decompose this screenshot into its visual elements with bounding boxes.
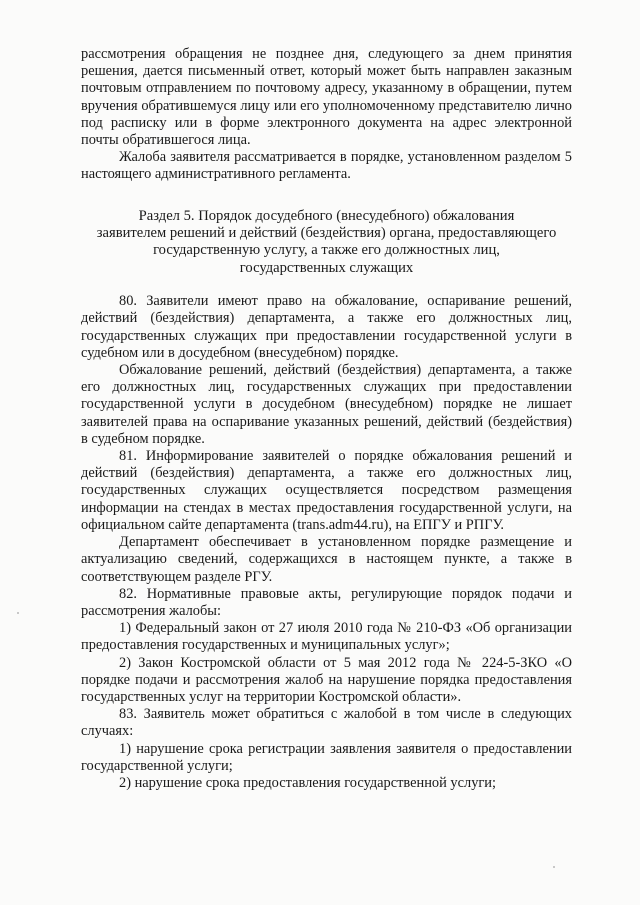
- paragraph-81: 81. Информирование заявителей о порядке обжалования решений и действий (бездействия) департамента, а также его должностных лиц, государственных служащих осуществляется посредством размещения информации на стендах в местах предоставления государственной услуги, на официальном сайте департамента (trans.adm44.ru), на ЕПГУ и РПГУ.: [81, 448, 572, 533]
- paragraph-83-item-2: 2) нарушение срока предоставления государственной услуги;: [119, 774, 496, 791]
- paragraph-80-continuation: Обжалование решений, действий (бездействия) департамента, а также его должностных лиц, государственных служащих при предоставлении государственной услуги в досудебном (внесудебном) порядке не лишает заявителей права на оспаривание указанных решений, действий (бездействия) в судебном порядке.: [81, 362, 572, 447]
- paragraph-83-item-1: 1) нарушение срока регистрации заявления заявителя о предоставлении государственной услуги;: [81, 740, 572, 774]
- section-heading-line: государственную услугу, а также его должностных лиц,: [153, 242, 500, 259]
- scan-speck: [553, 866, 555, 868]
- document-body: [81, 46, 572, 792]
- section-heading-line: государственных служащих: [239, 259, 414, 276]
- section-heading-line: заявителем решений и действий (бездействия) органа, предоставляющего: [96, 225, 557, 242]
- paragraph-83: 83. Заявитель может обратиться с жалобой в том числе в следующих случаях:: [81, 706, 572, 740]
- paragraph-80: 80. Заявители имеют право на обжалование, оспаривание решений, действий (бездействия) департамента, а также его должностных лиц, государственных служащих при предоставлении государственной услуги в судебном или в досудебном (внесудебном) порядке.: [81, 293, 572, 361]
- paragraph-82: 82. Нормативные правовые акты, регулирующие порядок подачи и рассмотрения жалобы:: [81, 585, 572, 619]
- section-5-heading: [81, 208, 572, 278]
- paragraph-82-item-2: 2) Закон Костромской области от 5 мая 2012 года № 224-5-ЗКО «О порядке подачи и рассмотрения жалоб на нарушение порядка предоставления государственных услуг на территории Костромской области».: [81, 654, 572, 705]
- scan-speck: [17, 612, 19, 614]
- complaint-paragraph: Жалоба заявителя рассматривается в порядке, установленном разделом 5 настоящего административного регламента.: [81, 149, 572, 183]
- section-heading-line: Раздел 5. Порядок досудебного (внесудебного) обжалования: [138, 207, 515, 224]
- intro-paragraph: рассмотрения обращения не позднее дня, следующего за днем принятия решения, дается письменный ответ, который может быть направлен заказным почтовым отправлением по почтовому адресу, указанному в обращении, путем вручения обратившемуся лицу или его уполномоченному представителю лично под расписку или в форме электронного документа на адрес электронной почты обратившегося лица.: [81, 46, 572, 149]
- paragraph-82-item-1: 1) Федеральный закон от 27 июля 2010 года № 210-ФЗ «Об организации предоставления государственных и муниципальных услуг»;: [81, 620, 572, 654]
- paragraph-81-continuation: Департамент обеспечивает в установленном порядке размещение и актуализацию сведений, содержащихся в настоящем пункте, а также в соответствующем разделе РГУ.: [81, 534, 572, 585]
